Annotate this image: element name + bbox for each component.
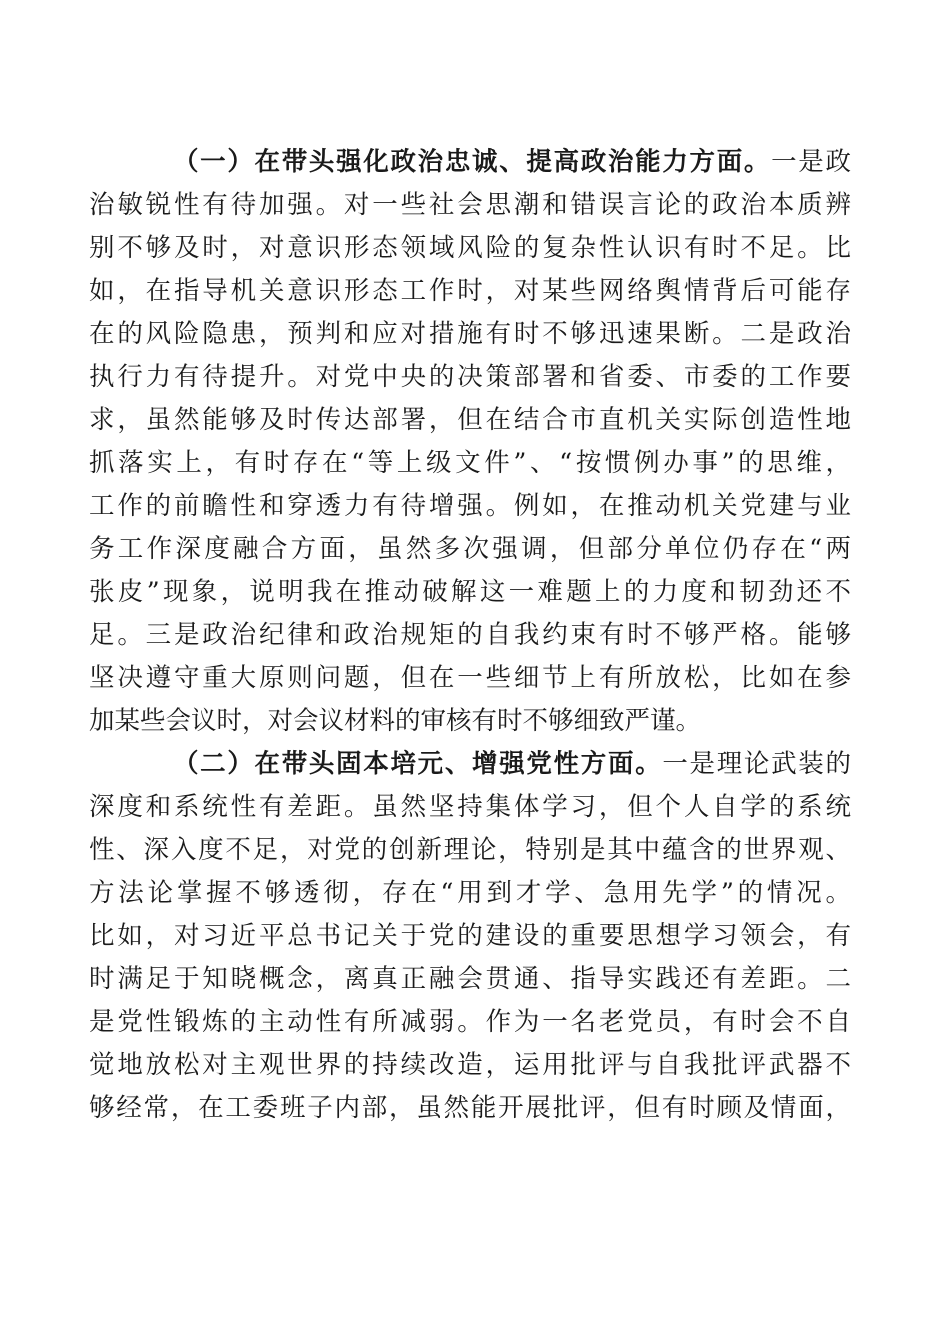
paragraph-1-lead-text: 一是政 (771, 147, 851, 177)
paragraph-2-line: 是党性锻炼的主动性有所减弱。作为一名老党员，有时会不自 (89, 1007, 851, 1037)
paragraph-1-line: 张皮”现象，说明我在推动破解这一难题上的力度和韧劲还不 (89, 577, 851, 607)
section-heading-2: （二）在带头固本培元、增强党性方面。 (173, 749, 663, 779)
paragraph-1-line: 在的风险隐患，预判和应对措施有时不够迅速果断。二是政治 (89, 319, 851, 349)
paragraph-1-line: 足。三是政治纪律和政治规矩的自我约束有时不够严格。能够 (89, 620, 851, 650)
paragraph-1-line: 坚决遵守重大原则问题，但在一些细节上有所放松，比如在参 (89, 663, 851, 693)
paragraph-2-line: 觉地放松对主观世界的持续改造，运用批评与自我批评武器不 (89, 1050, 851, 1080)
paragraph-1-line: 执行力有待提升。对党中央的决策部署和省委、市委的工作要 (89, 362, 851, 392)
paragraph-1-line: 如，在指导机关意识形态工作时，对某些网络舆情背后可能存 (89, 276, 851, 306)
paragraph-2-line: 时满足于知晓概念，离真正融会贯通、指导实践还有差距。二 (89, 964, 851, 994)
paragraph-1-line: 治敏锐性有待加强。对一些社会思潮和错误言论的政治本质辨 (89, 190, 851, 220)
document-body (89, 141, 851, 1130)
paragraph-2-line: 方法论掌握不够透彻，存在“用到才学、急用先学”的情况。 (89, 878, 851, 908)
paragraph-1-line: 加某些会议时，对会议材料的审核有时不够细致严谨。 (89, 706, 702, 736)
paragraph-1-line: 别不够及时，对意识形态领域风险的复杂性认识有时不足。比 (89, 233, 851, 263)
paragraph-2-line: 性、深入度不足，对党的创新理论，特别是其中蕴含的世界观、 (89, 835, 851, 865)
paragraph-2-first-line (173, 743, 851, 786)
paragraph-2-lead-text: 一是理论武装的 (662, 749, 851, 779)
paragraph-2-line: 比如，对习近平总书记关于党的建设的重要思想学习领会，有 (89, 921, 851, 951)
paragraph-1-first-line (173, 141, 851, 184)
paragraph-2-line: 够经常，在工委班子内部，虽然能开展批评，但有时顾及情面， (89, 1093, 851, 1123)
paragraph-1-line: 抓落实上，有时存在“等上级文件”、“按惯例办事”的思维， (89, 448, 851, 478)
paragraph-1-line: 工作的前瞻性和穿透力有待增强。例如，在推动机关党建与业 (89, 491, 851, 521)
paragraph-1-line: 求，虽然能够及时传达部署，但在结合市直机关实际创造性地 (89, 405, 851, 435)
section-heading-1: （一）在带头强化政治忠诚、提高政治能力方面。 (173, 147, 772, 177)
paragraph-2-line: 深度和系统性有差距。虽然坚持集体学习，但个人自学的系统 (89, 792, 851, 822)
paragraph-1-line: 务工作深度融合方面，虽然多次强调，但部分单位仍存在“两 (89, 534, 851, 564)
